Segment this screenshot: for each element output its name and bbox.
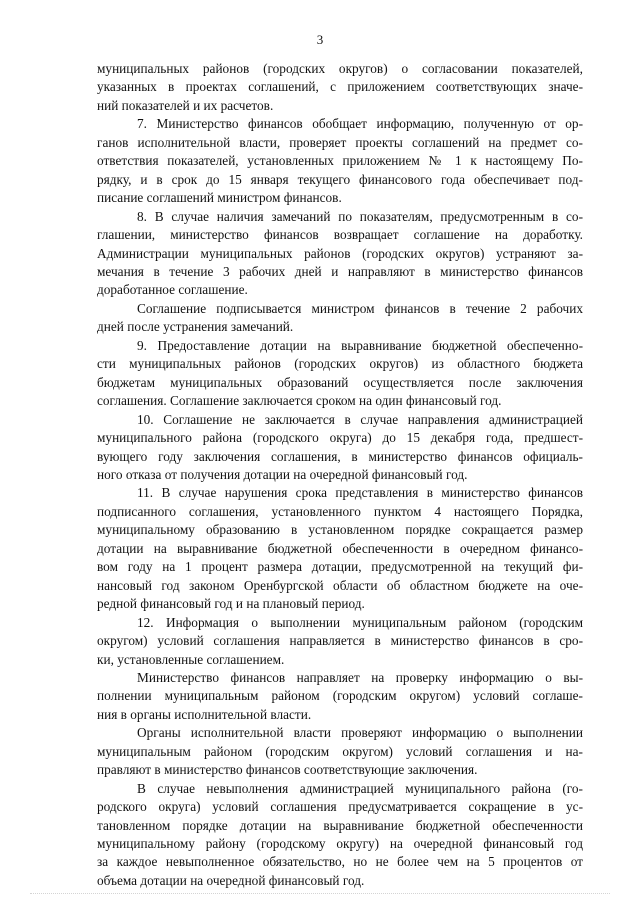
text-line: Администрации муниципальных районов (городских округов) устраняют за-: [97, 245, 583, 261]
text-line: доработанное соглашение.: [97, 282, 248, 298]
text-line: округом) условий соглашения направляется в министерство финансов в сро-: [97, 633, 583, 649]
text-line: мечания в течение 3 рабочих дней и направляют в министерство финансов: [97, 263, 583, 279]
text-line: 11. В случае нарушения срока представления в министерство финансов: [137, 485, 583, 501]
text-line: ки, установленные соглашением.: [97, 651, 285, 667]
paragraph: [97, 411, 583, 485]
paragraph: [97, 669, 583, 724]
text-line: полнении муниципальным районом (городским округом) условий соглаше-: [97, 688, 583, 704]
text-line: бюджетам муниципальных образований осуществляется после заключения: [97, 374, 583, 390]
paragraph: [97, 115, 583, 207]
text-line: ния в органы исполнительной власти.: [97, 706, 312, 722]
text-line: муниципальному образованию в установленном порядке сокращается размер: [97, 522, 583, 538]
text-line: глашении, министерство финансов возвращает соглашение на доработку.: [97, 227, 583, 243]
text-line: 8. В случае наличия замечаний по показателям, предусмотренным в со-: [137, 208, 583, 224]
text-line: 12. Информация о выполнении муниципальным районом (городским: [137, 614, 583, 630]
text-line: дней после устранения замечаний.: [97, 319, 294, 335]
text-line: редной финансовый год и на плановый период.: [97, 596, 365, 612]
text-line: В случае невыполнения администрацией муниципального района (го-: [137, 780, 583, 796]
text-line: муниципального района (городского округа) до 15 декабря года, предшест-: [97, 430, 583, 446]
paragraph: [97, 60, 583, 115]
scan-edge-artifact: [30, 893, 610, 897]
paragraph: [97, 337, 583, 411]
text-line: ного отказа от получения дотации на очередной финансовый год.: [97, 466, 468, 482]
text-line: Органы исполнительной власти проверяют информацию о выполнении: [137, 725, 583, 741]
page-number: 3: [316, 32, 324, 47]
text-line: муниципальному району (городскому округу) на очередной финансовый год: [97, 836, 583, 852]
text-line: 9. Предоставление дотации на выравнивание бюджетной обеспеченно-: [137, 337, 583, 353]
text-line: ганов исполнительной власти, проверяет проекты соглашений на предмет со-: [97, 134, 583, 150]
text-line: вующего году заключения соглашения, в министерство финансов официаль-: [97, 448, 583, 464]
text-line: указанных в проектах соглашений, с приложением соответствующих значе-: [97, 79, 583, 95]
paragraph: [97, 780, 583, 891]
text-line: соглашения. Соглашение заключается сроком на один финансовый год.: [97, 393, 502, 409]
text-line: тановленном порядке дотации на выравнивание бюджетной обеспеченности: [97, 817, 583, 833]
text-line: правляют в министерство финансов соответствующие заключения.: [97, 762, 478, 778]
text-line: за каждое невыполненное обязательство, но не более чем на 5 процентов от: [97, 854, 583, 870]
text-line: дотации на выравнивание бюджетной обеспеченности в очередном финансо-: [97, 540, 583, 556]
text-line: подписанного соглашения, установленного пунктом 4 настоящего Порядка,: [97, 503, 583, 519]
text-line: 7. Министерство финансов обобщает информацию, полученную от ор-: [137, 116, 583, 132]
text-line: Министерство финансов направляет на проверку информацию о вы-: [137, 669, 583, 685]
document-body: [97, 60, 583, 890]
text-line: вом году на 1 процент размера дотации, предусмотренной на текущий фи-: [97, 559, 583, 575]
text-line: ний показателей и их расчетов.: [97, 97, 274, 113]
text-line: Соглашение подписывается министром финансов в течение 2 рабочих: [137, 300, 583, 316]
text-line: писание соглашений министром финансов.: [97, 190, 342, 206]
text-line: рядку, и в срок до 15 января текущего финансового года обеспечивает под-: [97, 171, 583, 187]
text-line: нансовый год законом Оренбургской области об областном бюджете на оче-: [97, 577, 583, 593]
text-line: родского округа) условий соглашения предусматривается сокращение в ус-: [97, 799, 583, 815]
text-line: ответствия показателей, установленных приложением № 1 к настоящему По-: [97, 153, 583, 169]
text-line: сти муниципальных районов (городских округов) из областного бюджета: [97, 356, 583, 372]
paragraph: [97, 724, 583, 779]
text-line: муниципальным районом (городским округом) условий соглашения и на-: [97, 743, 583, 759]
paragraph: [97, 614, 583, 669]
text-line: 10. Соглашение не заключается в случае направления администрацией: [137, 411, 583, 427]
paragraph: [97, 300, 583, 337]
paragraph: [97, 208, 583, 300]
paragraph: [97, 484, 583, 613]
text-line: объема дотации на очередной финансовый год.: [97, 872, 365, 888]
text-line: муниципальных районов (городских округов) о согласовании показателей,: [97, 61, 583, 76]
